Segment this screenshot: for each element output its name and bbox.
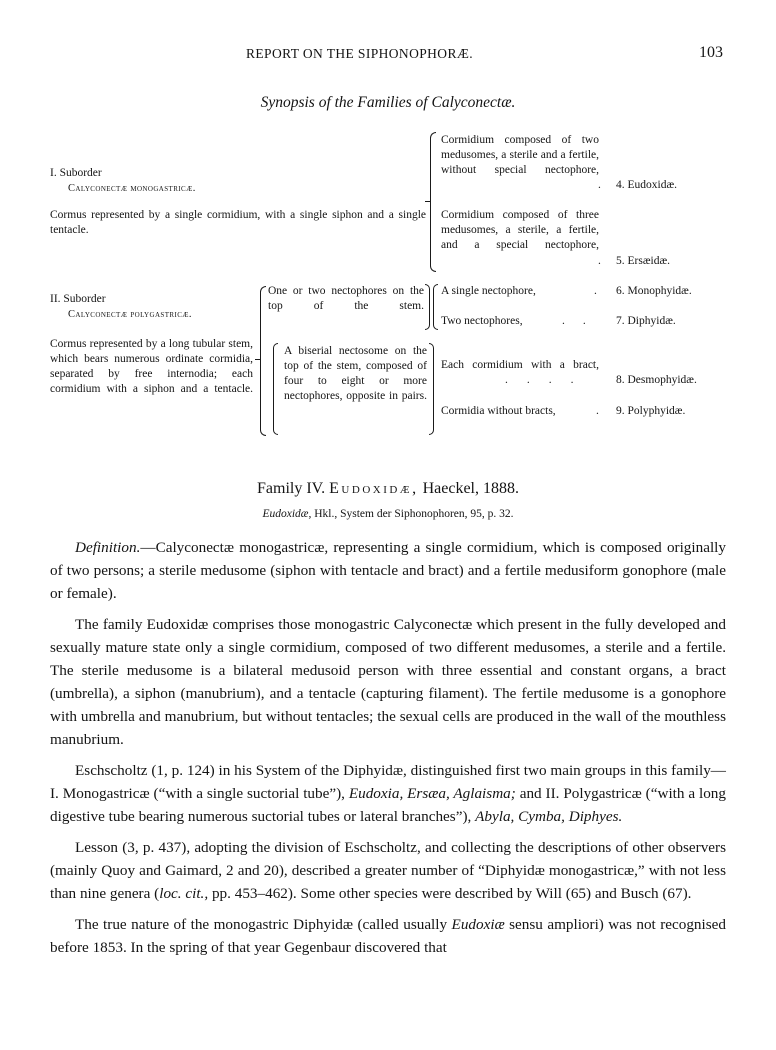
- family-reference-source: Hkl., System der Siphonophoren, 95, p. 32.: [314, 508, 514, 520]
- suborder-1-description: Cormus represented by a single cormidium, with a single siphon and a single tentacle.: [50, 209, 426, 236]
- dot-leader: .: [598, 255, 601, 267]
- family-title: [0, 480, 776, 498]
- group-a-text: One or two nectophores on the top of the stem.: [268, 285, 424, 312]
- p3-text-a: Eschscholtz (1, p. 124) in his System of the Diphyidæ, distinguished first two main groups in this family—I. Monogastricæ (“with a single suctorial tube”),: [50, 762, 726, 802]
- suborder-2-description: Cormus represented by a long tubular stem, which bears numerous ordinate cormidia, separated by free internodia; each cormidium with a siphon and a tentacle.: [50, 338, 253, 395]
- family-4-label: 4. Eudoxidæ.: [616, 179, 678, 191]
- option-two-nectophores: Two nectophores,: [441, 315, 523, 327]
- group-b-text: A biserial nectosome on the top of the stem, composed of four to eight or more nectophores, opposite in pairs.: [284, 345, 427, 402]
- body-text: [50, 536, 726, 959]
- family-9-label: 9. Polyphyidæ.: [616, 405, 686, 417]
- family-title-suffix: Haeckel, 1888.: [422, 480, 519, 497]
- option-without-bracts: Cormidia without bracts,: [441, 405, 556, 417]
- p3-text-b: and II. Polygastricæ (“with a long digestive tube bearing numerous suctorial tubes or lateral branches”),: [50, 785, 726, 825]
- paragraph-true-nature: [50, 913, 726, 959]
- dot-leader: .: [594, 285, 597, 297]
- family-6-label: 6. Monophyidæ.: [616, 285, 692, 297]
- page-number: 103: [699, 44, 723, 61]
- paragraph-definition: [50, 536, 726, 605]
- suborder-1-option-a: Cormidium composed of two medusomes, a sterile and a fertile, without special nectophore,: [441, 134, 599, 176]
- suborder-2-heading: II. Suborder: [50, 293, 106, 305]
- definition-label: Definition.: [75, 539, 141, 556]
- group-a-options-brace: [433, 284, 438, 330]
- paragraph-lesson: [50, 836, 726, 905]
- suborder-1-heading: I. Suborder: [50, 167, 102, 179]
- suborder-2-name: Calyconectæ polygastricæ.: [68, 309, 192, 320]
- option-single-nectophore: A single nectophore,: [441, 285, 536, 297]
- p3-genera-1: Eudoxia, Ersæa, Aglaisma;: [348, 785, 516, 802]
- p4-text-b: pp. 453–462). Some other species were described by Will (65) and Busch (67).: [208, 885, 692, 902]
- family-5-label: 5. Ersæidæ.: [616, 255, 670, 267]
- group-b-left-brace: [273, 343, 278, 435]
- group-a-brace: [425, 284, 430, 330]
- dot-leader: .: [596, 405, 599, 417]
- paragraph-family-description: The family Eudoxidæ comprises those monogastric Calyconectæ which present in the fully developed and sexually mature state only a single cormidium, composed of two different medusomes, a sterile and a fertile. The sterile medusome is a bilateral medusoid person with three essential and constant organs, a bract (umbrella), a siphon (manubrium), and a tentacle (capturing filament). The fertile medusome is a gonophore with umbrella and manubrium, but without tentacles; the sexual cells are produced in the wall of the mouthless manubrium.: [50, 616, 726, 748]
- dot-leader: .: [598, 179, 601, 191]
- dot-leader: ..: [562, 315, 604, 327]
- group-b-brace: [429, 343, 434, 435]
- p4-loc-cit: loc. cit.,: [159, 885, 209, 902]
- suborder-1-brace-tip: [425, 201, 431, 202]
- dot-leader: ....: [505, 374, 593, 386]
- family-reference-name: Eudoxidæ,: [262, 508, 312, 520]
- suborder-2-brace-tip: [255, 359, 261, 360]
- option-cormidium-with-bract: Each cormidium with a bract,: [441, 359, 599, 371]
- family-7-label: 7. Diphyidæ.: [616, 315, 676, 327]
- p5-text-a: The true nature of the monogastric Diphyidæ (called usually: [75, 916, 452, 933]
- suborder-1-option-b: Cormidium composed of three medusomes, a sterile, a fertile, and a special nectophore,: [441, 209, 599, 251]
- p4-text-a: Lesson (3, p. 437), adopting the division of Eschscholtz, and collecting the descriptions of other observers (mainly Quoy and Gaimard, 2 and 20), described a greater number of “Diphyidæ monogastricæ,” with not less than nine genera (: [50, 839, 726, 902]
- family-title-prefix: Family IV.: [257, 480, 326, 497]
- family-reference: [0, 508, 776, 520]
- p5-eudoxiae: Eudoxiæ: [451, 916, 505, 933]
- paragraph-eschscholtz: [50, 759, 726, 828]
- definition-text: —Calyconectæ monogastricæ, representing a single cormidium, which is composed originally of two persons; a sterile medusome (siphon with tentacle and bract) and a fertile medusiform gonophore (male or female).: [50, 539, 726, 602]
- family-title-name: Eudoxidæ,: [329, 480, 419, 497]
- suborder-1-name: Calyconectæ monogastricæ.: [68, 183, 196, 194]
- p3-genera-2: Abyla, Cymba, Diphyes.: [475, 808, 623, 825]
- synopsis-title: Synopsis of the Families of Calyconectæ.: [260, 94, 516, 111]
- suborder-2-brace: [260, 286, 266, 436]
- family-8-label: 8. Desmophyidæ.: [616, 374, 697, 386]
- p5-text-b: sensu ampliori) was not recognised before 1853. In the spring of that year Gegenbaur discovered that: [50, 916, 726, 956]
- running-head: REPORT ON THE SIPHONOPHORÆ.: [246, 46, 474, 61]
